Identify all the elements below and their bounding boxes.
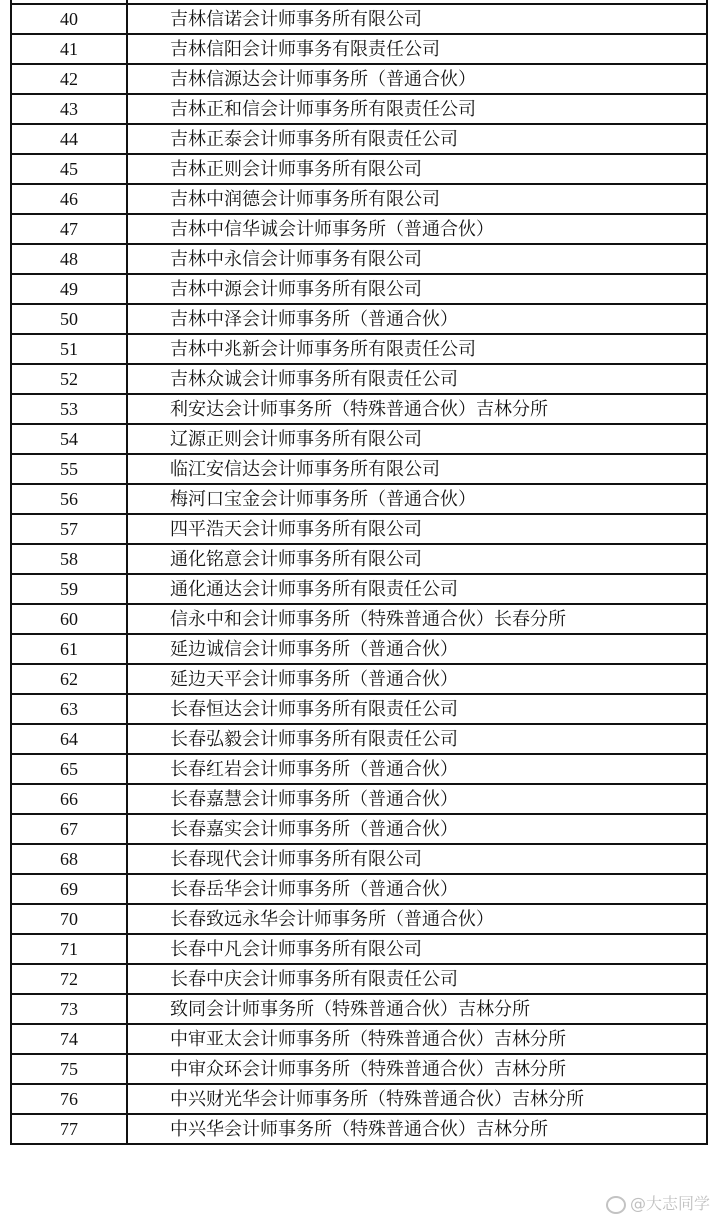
firm-name: 长春恒达会计师事务所有限责任公司 [127, 694, 707, 724]
firm-name: 长春红岩会计师事务所（普通合伙） [127, 754, 707, 784]
firm-name: 通化通达会计师事务所有限责任公司 [127, 574, 707, 604]
table-row [11, 694, 707, 724]
row-number: 77 [11, 1114, 127, 1144]
table-row [11, 4, 707, 34]
firm-name: 利安达会计师事务所（特殊普通合伙）吉林分所 [127, 394, 707, 424]
row-number: 53 [11, 394, 127, 424]
row-number: 68 [11, 844, 127, 874]
row-number: 51 [11, 334, 127, 364]
table-row [11, 934, 707, 964]
table-row [11, 754, 707, 784]
row-number: 43 [11, 94, 127, 124]
row-number: 57 [11, 514, 127, 544]
table-row [11, 994, 707, 1024]
watermark-text: @大志同学 [629, 1194, 710, 1213]
row-number: 60 [11, 604, 127, 634]
table-row [11, 124, 707, 154]
row-number: 61 [11, 634, 127, 664]
row-number: 69 [11, 874, 127, 904]
table-row [11, 334, 707, 364]
firm-name: 吉林中信华诚会计师事务所（普通合伙） [127, 214, 707, 244]
row-number: 54 [11, 424, 127, 454]
firm-name: 吉林正和信会计师事务所有限责任公司 [127, 94, 707, 124]
row-number: 75 [11, 1054, 127, 1084]
watermark [606, 1191, 710, 1214]
table-row [11, 364, 707, 394]
firm-name: 吉林中源会计师事务所有限公司 [127, 274, 707, 304]
table-row [11, 184, 707, 214]
firm-name: 中审亚太会计师事务所（特殊普通合伙）吉林分所 [127, 1024, 707, 1054]
row-number: 62 [11, 664, 127, 694]
table-row [11, 64, 707, 94]
firm-list-table [10, 0, 708, 1145]
row-number: 50 [11, 304, 127, 334]
firm-name: 吉林信阳会计师事务有限责任公司 [127, 34, 707, 64]
firm-name: 临江安信达会计师事务所有限公司 [127, 454, 707, 484]
firm-name: 吉林正则会计师事务所有限公司 [127, 154, 707, 184]
row-number: 45 [11, 154, 127, 184]
row-number: 41 [11, 34, 127, 64]
firm-name: 吉林众诚会计师事务所有限责任公司 [127, 364, 707, 394]
table-row [11, 904, 707, 934]
firm-name: 中兴华会计师事务所（特殊普通合伙）吉林分所 [127, 1114, 707, 1144]
firm-name: 长春现代会计师事务所有限公司 [127, 844, 707, 874]
row-number: 52 [11, 364, 127, 394]
row-number: 66 [11, 784, 127, 814]
firm-name: 辽源正则会计师事务所有限公司 [127, 424, 707, 454]
table-row [11, 544, 707, 574]
table-row [11, 244, 707, 274]
firm-name: 吉林中润德会计师事务所有限公司 [127, 184, 707, 214]
row-number: 42 [11, 64, 127, 94]
firm-name: 中兴财光华会计师事务所（特殊普通合伙）吉林分所 [127, 1084, 707, 1114]
row-number: 73 [11, 994, 127, 1024]
table-row [11, 304, 707, 334]
table-row [11, 724, 707, 754]
firm-name: 吉林信诺会计师事务所有限公司 [127, 4, 707, 34]
firm-name: 长春嘉慧会计师事务所（普通合伙） [127, 784, 707, 814]
row-number: 40 [11, 4, 127, 34]
firm-name: 吉林中兆新会计师事务所有限责任公司 [127, 334, 707, 364]
firm-name: 延边天平会计师事务所（普通合伙） [127, 664, 707, 694]
table-row [11, 1114, 707, 1144]
table-row [11, 844, 707, 874]
row-number: 58 [11, 544, 127, 574]
firm-name: 长春弘毅会计师事务所有限责任公司 [127, 724, 707, 754]
row-number: 64 [11, 724, 127, 754]
table-body [11, 0, 707, 1144]
table-row [11, 964, 707, 994]
firm-name: 延边诚信会计师事务所（普通合伙） [127, 634, 707, 664]
table-row [11, 214, 707, 244]
firm-name: 长春嘉实会计师事务所（普通合伙） [127, 814, 707, 844]
firm-name: 吉林中永信会计师事务有限公司 [127, 244, 707, 274]
table-row [11, 874, 707, 904]
row-number: 63 [11, 694, 127, 724]
firm-name: 吉林正泰会计师事务所有限责任公司 [127, 124, 707, 154]
firm-name: 长春中凡会计师事务所有限公司 [127, 934, 707, 964]
table-row [11, 664, 707, 694]
row-number: 44 [11, 124, 127, 154]
table-row [11, 454, 707, 484]
firm-list-table-container [10, 0, 708, 1145]
firm-name: 吉林中泽会计师事务所（普通合伙） [127, 304, 707, 334]
firm-name: 信永中和会计师事务所（特殊普通合伙）长春分所 [127, 604, 707, 634]
table-row [11, 1024, 707, 1054]
table-row [11, 1054, 707, 1084]
table-row [11, 574, 707, 604]
table-row [11, 784, 707, 814]
firm-name: 通化铭意会计师事务所有限公司 [127, 544, 707, 574]
table-row [11, 814, 707, 844]
table-row [11, 484, 707, 514]
table-row [11, 394, 707, 424]
row-number: 48 [11, 244, 127, 274]
row-number: 74 [11, 1024, 127, 1054]
table-row [11, 34, 707, 64]
row-number: 46 [11, 184, 127, 214]
table-row [11, 1084, 707, 1114]
row-number: 59 [11, 574, 127, 604]
firm-name: 长春岳华会计师事务所（普通合伙） [127, 874, 707, 904]
row-number: 49 [11, 274, 127, 304]
row-number: 56 [11, 484, 127, 514]
firm-name: 长春中庆会计师事务所有限责任公司 [127, 964, 707, 994]
row-number: 47 [11, 214, 127, 244]
firm-name: 中审众环会计师事务所（特殊普通合伙）吉林分所 [127, 1054, 707, 1084]
firm-name: 致同会计师事务所（特殊普通合伙）吉林分所 [127, 994, 707, 1024]
firm-name: 梅河口宝金会计师事务所（普通合伙） [127, 484, 707, 514]
table-row [11, 604, 707, 634]
table-row [11, 634, 707, 664]
row-number: 72 [11, 964, 127, 994]
row-number: 76 [11, 1084, 127, 1114]
row-number: 55 [11, 454, 127, 484]
firm-name: 长春致远永华会计师事务所（普通合伙） [127, 904, 707, 934]
row-number: 70 [11, 904, 127, 934]
firm-name: 吉林信源达会计师事务所（普通合伙） [127, 64, 707, 94]
row-number: 65 [11, 754, 127, 784]
table-row [11, 424, 707, 454]
row-number: 71 [11, 934, 127, 964]
weibo-logo-icon [606, 1196, 626, 1214]
table-row [11, 154, 707, 184]
firm-name: 四平浩天会计师事务所有限公司 [127, 514, 707, 544]
row-number: 67 [11, 814, 127, 844]
table-row [11, 274, 707, 304]
table-row [11, 514, 707, 544]
table-row [11, 94, 707, 124]
